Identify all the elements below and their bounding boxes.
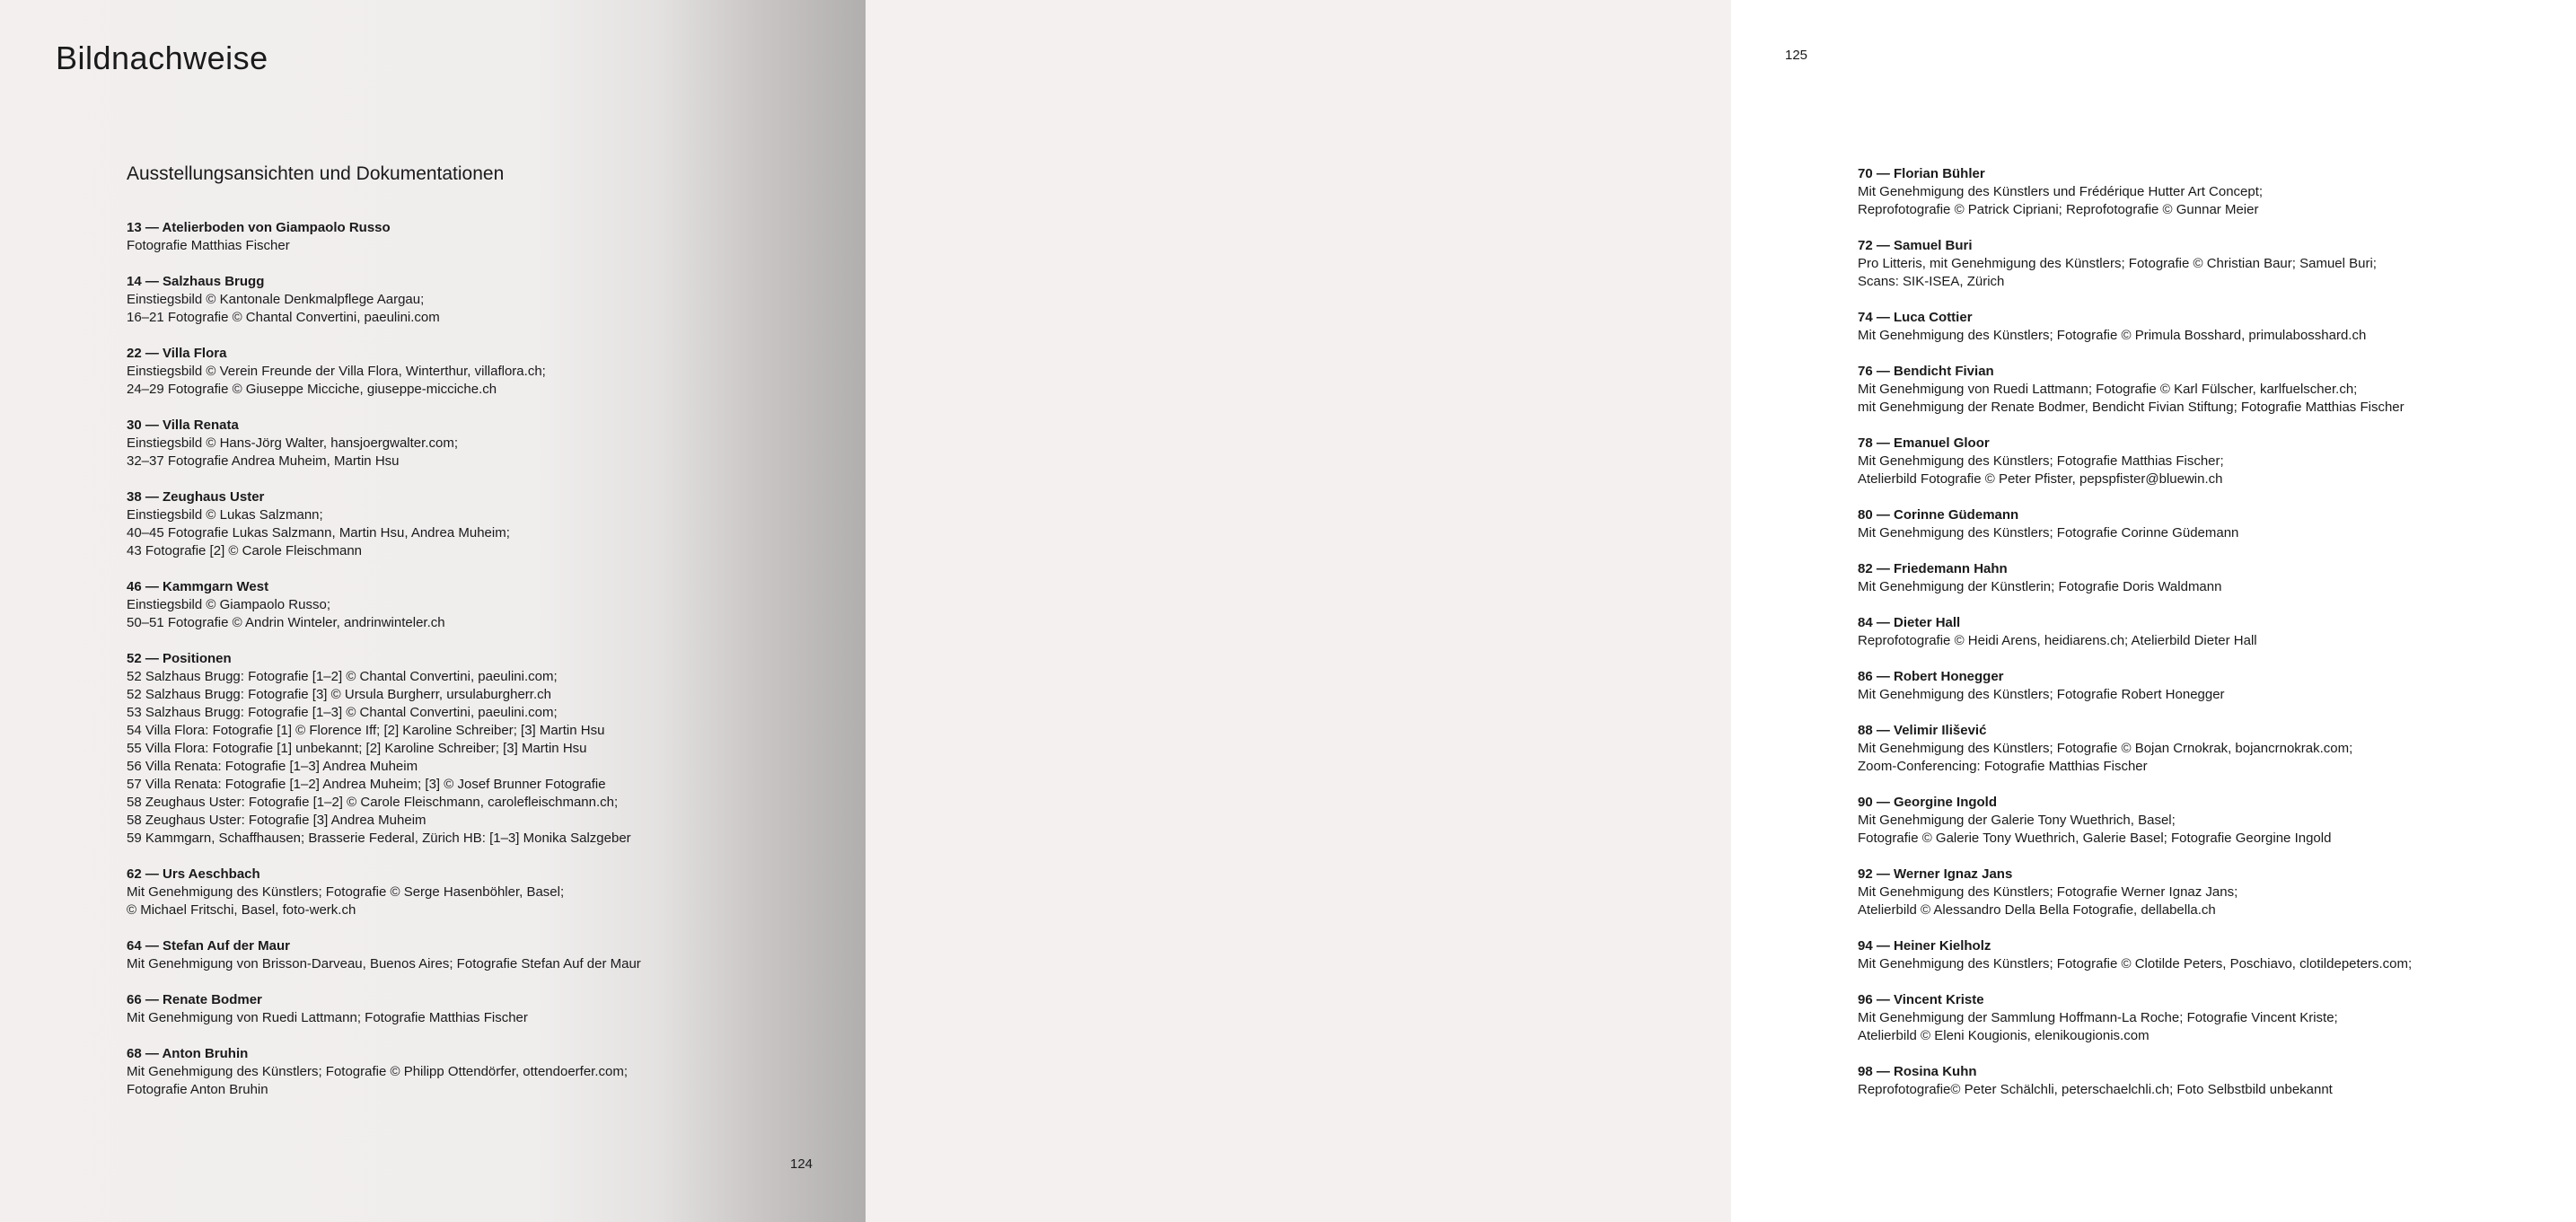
credit-entry-title: 68 — Anton Bruhin (127, 1046, 249, 1061)
right-credits-column (1858, 165, 2576, 1117)
credit-entry (1858, 722, 2576, 776)
credit-entry-line: Fotografie Matthias Fischer (127, 238, 290, 253)
credit-entry-title: 78 — Emanuel Gloor (1858, 435, 1990, 451)
credit-entry-line: Mit Genehmigung des Künstlers; Fotografie © Bojan Crnokrak, bojancrnokrak.com; (1858, 741, 2353, 756)
credit-entry-line: Mit Genehmigung der Galerie Tony Wuethrich, Basel; (1858, 813, 2176, 828)
credit-entry-line: Einstiegsbild © Verein Freunde der Villa Flora, Winterthur, villaflora.ch; (127, 364, 546, 379)
page-number-left: 124 (790, 1156, 813, 1172)
credit-entry-line: Mit Genehmigung des Künstlers und Frédérique Hutter Art Concept; (1858, 184, 2264, 199)
credit-entry (1858, 937, 2576, 973)
credit-entry-line: 52 Salzhaus Brugg: Fotografie [3] © Ursula Burgherr, ursulaburgherr.ch (127, 687, 551, 702)
page-number-right: 125 (1785, 48, 1808, 63)
credit-entry (1858, 614, 2576, 650)
credit-entry-line: Atelierbild Fotografie © Peter Pfister, pepspfister@bluewin.ch (1858, 471, 2223, 487)
credit-entry-line: 58 Zeughaus Uster: Fotografie [3] Andrea Muheim (127, 813, 426, 828)
credit-entry-title: 74 — Luca Cottier (1858, 310, 1973, 325)
page-heading: Bildnachweise (56, 40, 268, 76)
credit-entry (1858, 1063, 2576, 1099)
credit-entry-line: 40–45 Fotografie Lukas Salzmann, Martin Hsu, Andrea Muheim; (127, 525, 510, 541)
credit-entry-title: 62 — Urs Aeschbach (127, 866, 260, 882)
credit-entry-title: 88 — Velimir Ilišević (1858, 723, 1987, 738)
credit-entry-line: Fotografie Anton Bruhin (127, 1082, 268, 1097)
credit-entry-title: 52 — Positionen (127, 651, 232, 666)
credit-entry (1858, 435, 2576, 488)
credit-entry (127, 345, 845, 399)
credit-entry-line: Fotografie © Galerie Tony Wuethrich, Galerie Basel; Fotografie Georgine Ingold (1858, 831, 2332, 846)
credit-entry (127, 650, 845, 848)
credit-entry (127, 488, 845, 560)
credit-entry-line: Mit Genehmigung des Künstlers; Fotografie © Primula Bosshard, primulabosshard.ch (1858, 328, 2367, 343)
credit-entry-line: Einstiegsbild © Giampaolo Russo; (127, 597, 330, 612)
credit-entry-line: 55 Villa Flora: Fotografie [1] unbekannt; [2] Karoline Schreiber; [3] Martin Hsu (127, 741, 587, 756)
credit-entry-line: Mit Genehmigung des Künstlers; Fotografie Corinne Güdemann (1858, 525, 2239, 541)
credit-entry-line: Einstiegsbild © Lukas Salzmann; (127, 507, 323, 523)
credit-entry-line: Zoom-Conferencing: Fotografie Matthias Fischer (1858, 759, 2148, 774)
credit-entry-title: 38 — Zeughaus Uster (127, 489, 265, 505)
left-credits-column (127, 219, 845, 1117)
credit-entry-title: 90 — Georgine Ingold (1858, 795, 1998, 810)
credit-entry (127, 937, 845, 973)
credit-entry (1858, 794, 2576, 848)
credit-entry-line: 54 Villa Flora: Fotografie [1] © Florence Iff; [2] Karoline Schreiber; [3] Martin Hsu (127, 723, 605, 738)
credit-entry (127, 1045, 845, 1099)
credit-entry (127, 273, 845, 327)
credit-entry-line: Mit Genehmigung des Künstlers; Fotografie Werner Ignaz Jans; (1858, 884, 2238, 900)
credit-entry-title: 98 — Rosina Kuhn (1858, 1064, 1977, 1079)
credit-entry-line: 58 Zeughaus Uster: Fotografie [1–2] © Carole Fleischmann, carolefleischmann.ch; (127, 795, 619, 810)
credit-entry-line: Mit Genehmigung von Ruedi Lattmann; Fotografie © Karl Fülscher, karlfuelscher.ch; (1858, 382, 2358, 397)
credit-entry-line: 52 Salzhaus Brugg: Fotografie [1–2] © Chantal Convertini, paeulini.com; (127, 669, 558, 684)
credit-entry-line: Mit Genehmigung von Ruedi Lattmann; Fotografie Matthias Fischer (127, 1010, 528, 1025)
credit-entry-title: 70 — Florian Bühler (1858, 166, 1985, 181)
credit-entry-title: 72 — Samuel Buri (1858, 238, 1973, 253)
credit-entry-line: Reprofotografie© Peter Schälchli, peterschaelchli.ch; Foto Selbstbild unbekannt (1858, 1082, 2333, 1097)
credit-entry (1858, 506, 2576, 542)
credit-entry-line: Reprofotografie © Patrick Cipriani; Reprofotografie © Gunnar Meier (1858, 202, 2259, 217)
credit-entry-line: Atelierbild © Alessandro Della Bella Fotografie, dellabella.ch (1858, 902, 2216, 918)
credit-entry-title: 66 — Renate Bodmer (127, 992, 262, 1007)
credit-entry-line: 50–51 Fotografie © Andrin Winteler, andrinwinteler.ch (127, 615, 445, 630)
credit-entry (127, 578, 845, 632)
credit-entry-title: 94 — Heiner Kielholz (1858, 938, 1991, 954)
credit-entry-line: 57 Villa Renata: Fotografie [1–2] Andrea Muheim; [3] © Josef Brunner Fotografie (127, 777, 606, 792)
credit-entry (1858, 237, 2576, 291)
credit-entry-title: 82 — Friedemann Hahn (1858, 561, 2008, 576)
credit-entry-title: 86 — Robert Honegger (1858, 669, 2004, 684)
credit-entry-title: 30 — Villa Renata (127, 418, 239, 433)
credit-entry-line: 53 Salzhaus Brugg: Fotografie [1–3] © Chantal Convertini, paeulini.com; (127, 705, 558, 720)
credit-entry-line: 59 Kammgarn, Schaffhausen; Brasserie Federal, Zürich HB: [1–3] Monika Salzgeber (127, 831, 631, 846)
credit-entry-title: 76 — Bendicht Fivian (1858, 364, 1994, 379)
credit-entry-line: © Michael Fritschi, Basel, foto-werk.ch (127, 902, 356, 918)
credit-entry-title: 22 — Villa Flora (127, 346, 227, 361)
credit-entry-line: Mit Genehmigung der Sammlung Hoffmann-La Roche; Fotografie Vincent Kriste; (1858, 1010, 2338, 1025)
credit-entry (127, 991, 845, 1027)
credit-entry (1858, 991, 2576, 1045)
credit-entry-line: Pro Litteris, mit Genehmigung des Künstlers; Fotografie © Christian Baur; Samuel Buri; (1858, 256, 2377, 271)
credit-entry-title: 46 — Kammgarn West (127, 579, 269, 594)
credit-entry-line: mit Genehmigung der Renate Bodmer, Bendicht Fivian Stiftung; Fotografie Matthias Fischer (1858, 400, 2405, 415)
credit-entry (1858, 560, 2576, 596)
credit-entry-line: Mit Genehmigung des Künstlers; Fotografie © Philipp Ottendörfer, ottendoerfer.com; (127, 1064, 629, 1079)
credit-entry-title: 96 — Vincent Kriste (1858, 992, 1984, 1007)
credit-entry (1858, 668, 2576, 704)
credit-entry-line: 32–37 Fotografie Andrea Muheim, Martin Hsu (127, 453, 400, 469)
credit-entry-title: 13 — Atelierboden von Giampaolo Russo (127, 220, 391, 235)
credit-entry-line: Mit Genehmigung von Brisson-Darveau, Buenos Aires; Fotografie Stefan Auf der Maur (127, 956, 641, 971)
credit-entry-line: 56 Villa Renata: Fotografie [1–3] Andrea Muheim (127, 759, 418, 774)
credit-entry (1858, 363, 2576, 417)
left-page (0, 0, 866, 1222)
credit-entry-line: Atelierbild © Eleni Kougionis, elenikougionis.com (1858, 1028, 2150, 1043)
credit-entry-line: Reprofotografie © Heidi Arens, heidiarens.ch; Atelierbild Dieter Hall (1858, 633, 2257, 648)
credit-entry (127, 219, 845, 255)
credit-entry-line: Scans: SIK-ISEA, Zürich (1858, 274, 2005, 289)
credit-entry (1858, 165, 2576, 219)
credit-entry (1858, 309, 2576, 345)
credit-entry-line: Mit Genehmigung des Künstlers; Fotografie © Clotilde Peters, Poschiavo, clotildepeters.com; (1858, 956, 2413, 971)
credit-entry-title: 64 — Stefan Auf der Maur (127, 938, 290, 954)
right-page (866, 0, 2413, 1222)
credit-entry-line: Mit Genehmigung des Künstlers; Fotografie Matthias Fischer; (1858, 453, 2224, 469)
credit-entry (127, 866, 845, 919)
section-heading: Ausstellungsansichten und Dokumentationen (127, 163, 505, 184)
credit-entry-title: 84 — Dieter Hall (1858, 615, 1961, 630)
credit-entry-line: Mit Genehmigung der Künstlerin; Fotografie Doris Waldmann (1858, 579, 2222, 594)
credit-entry-title: 80 — Corinne Güdemann (1858, 507, 2019, 523)
credit-entry-line: Mit Genehmigung des Künstlers; Fotografie Robert Honegger (1858, 687, 2225, 702)
credit-entry-line: Mit Genehmigung des Künstlers; Fotografie © Serge Hasenböhler, Basel; (127, 884, 565, 900)
credit-entry-line: 43 Fotografie [2] © Carole Fleischmann (127, 543, 363, 558)
credit-entry-title: 14 — Salzhaus Brugg (127, 274, 265, 289)
credit-entry-line: 24–29 Fotografie © Giuseppe Micciche, giuseppe-micciche.ch (127, 382, 497, 397)
credit-entry-line: Einstiegsbild © Kantonale Denkmalpflege Aargau; (127, 292, 425, 307)
credit-entry-title: 92 — Werner Ignaz Jans (1858, 866, 2013, 882)
credit-entry-line: Einstiegsbild © Hans-Jörg Walter, hansjoergwalter.com; (127, 435, 458, 451)
credit-entry (127, 417, 845, 470)
credit-entry (1858, 866, 2576, 919)
credit-entry-line: 16–21 Fotografie © Chantal Convertini, paeulini.com (127, 310, 440, 325)
